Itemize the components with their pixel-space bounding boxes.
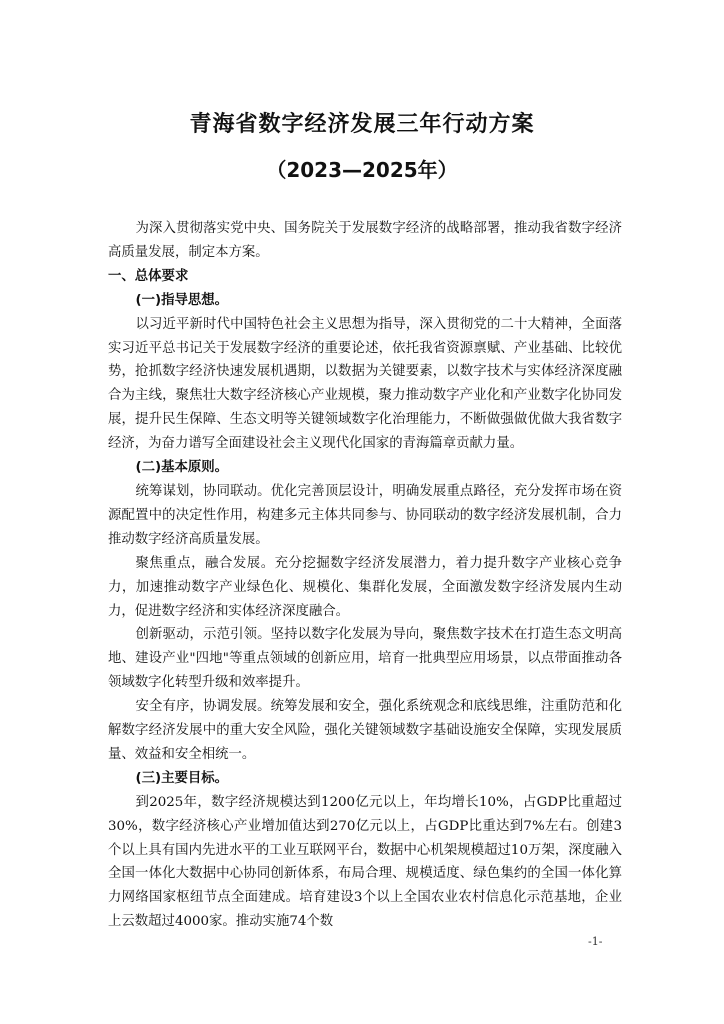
intro-paragraph: 为深入贯彻落实党中央、国务院关于发展数字经济的战略部署，推动我省数字经济高质量发展，制定本方案。 [108, 221, 622, 260]
guiding-ideology-paragraph: 以习近平新时代中国特色社会主义思想为指导，深入贯彻党的二十大精神，全面落实习近平总书记关于发展数字经济的重要论述，依托我省资源禀赋、产业基础、比较优势，抢抓数字经济快速发展机遇期，以数据为关键要素，以数字技术与实体经济深度融合为主线，聚焦壮大数字经济核心产业规模，聚力推动数字产业化和产业数字化协同发展，提升民生保障、生态文明等关键领域数字化治理能力，不断做强做优做大我省数字经济，为奋力谱写全面建设社会主义现代化国家的青海篇章贡献力量。 [108, 316, 622, 452]
document-title: 青海省数字经济发展三年行动方案 [189, 112, 535, 137]
page-number: -1- [588, 935, 603, 948]
subsection-heading-guiding-ideology: (一)指导思想。 [135, 292, 229, 308]
main-goals-paragraph: 到2025年，数字经济规模达到1200亿元以上，年均增长10%，占GDP比重超过30%，数字经济核心产业增加值达到270亿元以上，占GDP比重达到7%左右。创建3个以上具有国内先进水平的工业互联网平台，数据中心机架规模超过10万架，深度融入全国一体化大数据中心协同创新体系，布局合理、规模适度、绿色集约的全国一体化算力网络国家枢纽节点全面建成。培育建设3个以上全国农业农村信息化示范基地，企业上云数超过4000家。推动实施74个数 [108, 794, 622, 930]
principle-paragraph: 聚焦重点，融合发展。充分挖掘数字经济发展潜力，着力提升数字产业核心竞争力，加速推动数字产业绿色化、规模化、集群化发展，全面激发数字经济发展内生动力，促进数字经济和实体经济深度融合。 [108, 555, 622, 619]
principle-paragraph: 统筹谋划，协同联动。优化完善顶层设计，明确发展重点路径，充分发挥市场在资源配置中的决定性作用，构建多元主体共同参与、协同联动的数字经济发展机制，合力推动数字经济高质量发展。 [108, 483, 622, 547]
section-heading-general-requirements: 一、总体要求 [108, 268, 189, 284]
document-subtitle: （2023—2025年） [266, 158, 458, 182]
principle-paragraph: 安全有序，协调发展。统筹发展和安全，强化系统观念和底线思维，注重防范和化解数字经济发展中的重大安全风险，强化关键领域数字基础设施安全保障，实现发展质量、效益和安全相统一。 [108, 699, 622, 762]
subsection-heading-basic-principles: (二)基本原则。 [135, 460, 229, 476]
principle-paragraph: 创新驱动，示范引领。坚持以数字化发展为导向，聚焦数字技术在打造生态文明高地、建设产业"四地"等重点领域的创新应用，培育一批典型应用场景，以点带面推动各领域数字化转型升级和效率提升。 [108, 627, 622, 691]
subsection-heading-main-goals: (三)主要目标。 [135, 770, 229, 786]
document-body [108, 217, 622, 934]
